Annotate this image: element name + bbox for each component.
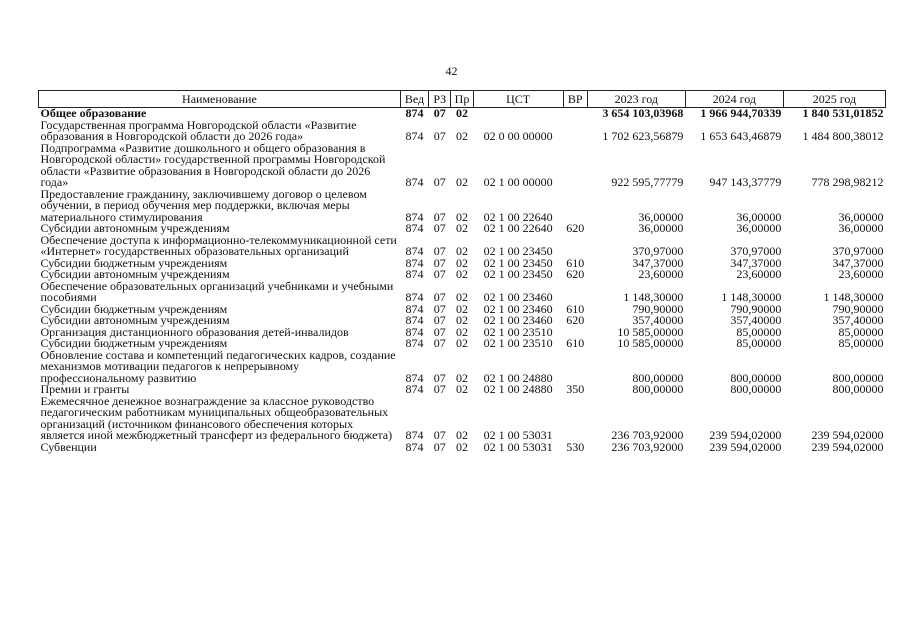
row-ved: 874 — [405, 428, 424, 442]
row-name: Субсидии автономным учреждениям — [40, 267, 230, 281]
header-2025: 2025 год — [783, 91, 885, 108]
row-ved: 874 — [405, 209, 424, 224]
row-vr — [563, 120, 587, 143]
row-vr — [563, 108, 587, 120]
row-vr — [563, 350, 587, 385]
row-2023: 10 585,00000 — [617, 324, 684, 339]
row-pr: 02 — [455, 209, 468, 224]
row-2024: 239 594,02000 — [709, 439, 782, 454]
row-cst — [473, 108, 563, 120]
row-ved: 874 — [405, 175, 424, 189]
row-cst: 02 0 00 00000 — [483, 129, 553, 143]
row-name: Подпрограмма «Развитие дошкольного и общего образования в Новгородской области» государственной программы Новгородской области «Развитие образования в Новгородской области до 2026 года» — [40, 140, 386, 189]
row-2024: 36,00000 — [736, 209, 782, 224]
row-2025: 1 840 531,01852 — [802, 106, 884, 120]
row-2025: 239 594,02000 — [811, 428, 884, 442]
header-cst: ЦСТ — [473, 91, 563, 108]
row-2024: 1 653 643,46879 — [700, 129, 782, 143]
row-2023: 357,40000 — [632, 313, 684, 327]
row-2023: 36,00000 — [638, 221, 684, 235]
table-row — [39, 120, 886, 143]
row-2025: 36,00000 — [838, 209, 884, 224]
row-rz: 07 — [433, 175, 446, 189]
header-vr: ВР — [563, 91, 587, 108]
row-ved: 874 — [405, 255, 424, 270]
row-2025: 36,00000 — [838, 221, 884, 235]
row-2023: 790,90000 — [632, 301, 684, 316]
row-name: Субсидии бюджетным учреждениям — [40, 336, 228, 350]
row-pr: 02 — [455, 324, 468, 339]
row-name: Обеспечение доступа к информационно-телекоммуникационной сети «Интернет» государственных образовательных организаций — [40, 232, 397, 258]
row-pr: 02 — [455, 221, 468, 235]
row-rz: 07 — [433, 382, 446, 396]
row-vr — [563, 281, 587, 304]
row-name: Субсидии бюджетным учреждениям — [40, 255, 228, 270]
row-2024: 23,60000 — [736, 267, 782, 281]
row-name: Обеспечение образовательных организаций учебниками и учебными пособиями — [40, 278, 394, 304]
page-number: 42 — [445, 64, 458, 78]
row-name: Премии и гранты — [40, 382, 130, 396]
row-name: Государственная программа Новгородской области «Развитие образования в Новгородской области до 2026 года» — [40, 117, 357, 143]
row-cst: 02 1 00 23510 — [483, 336, 553, 350]
row-cst: 02 1 00 23450 — [483, 255, 553, 270]
row-rz: 07 — [433, 336, 446, 350]
row-2023: 370,97000 — [632, 244, 684, 258]
row-pr: 02 — [455, 370, 468, 385]
row-cst: 02 1 00 23460 — [483, 290, 553, 304]
row-rz: 07 — [433, 313, 446, 327]
row-2023: 36,00000 — [638, 209, 684, 224]
row-2024: 1 966 944,70339 — [700, 106, 782, 120]
row-rz: 07 — [433, 129, 446, 143]
row-2024: 947 143,37779 — [709, 175, 782, 189]
row-pr: 02 — [455, 106, 468, 120]
table-row — [39, 143, 886, 189]
header-rz: РЗ — [429, 91, 451, 108]
row-vr — [563, 143, 587, 189]
row-ved: 874 — [405, 313, 424, 327]
row-cst: 02 1 00 53031 — [483, 428, 553, 442]
row-rz: 07 — [433, 255, 446, 270]
row-2024: 85,00000 — [736, 324, 782, 339]
row-ved: 874 — [405, 106, 424, 120]
row-rz: 07 — [433, 221, 446, 235]
row-ved: 874 — [405, 129, 424, 143]
row-2025: 370,97000 — [832, 244, 884, 258]
row-rz: 07 — [433, 324, 446, 339]
row-rz: 07 — [433, 267, 446, 281]
row-2023: 347,37000 — [632, 255, 684, 270]
header-2024: 2024 год — [685, 91, 783, 108]
row-cst: 02 1 00 24880 — [483, 382, 553, 396]
row-2025: 85,00000 — [838, 336, 884, 350]
row-2023: 236 703,92000 — [611, 439, 684, 454]
header-ved: Вед — [400, 91, 428, 108]
budget-table — [38, 90, 886, 453]
row-vr: 620 — [566, 313, 585, 327]
row-name: Предоставление гражданину, заключившему договор о целевом обучении, в период обучения мер поддержки, включая меры материального стимулирования — [40, 186, 367, 224]
row-2025: 800,00000 — [832, 370, 884, 385]
row-cst: 02 1 00 23510 — [483, 324, 553, 339]
row-vr: 610 — [566, 301, 585, 316]
row-pr: 02 — [455, 313, 468, 327]
row-name: Ежемесячное денежное вознаграждение за классное руководство педагогическим работникам муниципальных общеобразовательных организаций (источником финансового обеспечения которых является иной межбюджетный трансферт из федерального бюджета) — [40, 393, 393, 442]
row-pr: 02 — [455, 175, 468, 189]
row-pr: 02 — [455, 428, 468, 442]
row-cst: 02 1 00 22640 — [483, 221, 553, 235]
row-2023: 23,60000 — [638, 267, 684, 281]
table-row — [39, 235, 886, 258]
row-2025: 800,00000 — [832, 382, 884, 396]
row-rz: 07 — [433, 370, 446, 385]
table-body — [39, 108, 886, 454]
table-row — [39, 350, 886, 385]
row-name: Субвенции — [40, 439, 97, 454]
row-name: Субсидии автономным учреждениям — [40, 313, 230, 327]
table-row — [39, 281, 886, 304]
row-cst: 02 1 00 23460 — [483, 313, 553, 327]
row-2024: 800,00000 — [730, 382, 782, 396]
row-name: Субсидии бюджетным учреждениям — [40, 301, 228, 316]
table-row — [39, 442, 886, 454]
row-cst: 02 1 00 53031 — [483, 439, 553, 454]
row-cst: 02 1 00 22640 — [483, 209, 553, 224]
row-2025: 1 148,30000 — [823, 290, 884, 304]
header-2023: 2023 год — [587, 91, 685, 108]
row-pr: 02 — [455, 267, 468, 281]
row-2025: 347,37000 — [832, 255, 884, 270]
row-ved: 874 — [405, 370, 424, 385]
row-ved: 874 — [405, 221, 424, 235]
row-2024: 36,00000 — [736, 221, 782, 235]
row-2024: 1 148,30000 — [721, 290, 782, 304]
row-2024: 370,97000 — [730, 244, 782, 258]
row-pr: 02 — [455, 439, 468, 454]
row-2023: 1 148,30000 — [623, 290, 684, 304]
row-2023: 236 703,92000 — [611, 428, 684, 442]
row-2025: 790,90000 — [832, 301, 884, 316]
row-rz: 07 — [433, 244, 446, 258]
row-vr: 620 — [566, 221, 585, 235]
row-2025: 85,00000 — [838, 324, 884, 339]
row-2024: 85,00000 — [736, 336, 782, 350]
row-rz: 07 — [433, 209, 446, 224]
row-2025: 357,40000 — [832, 313, 884, 327]
row-vr — [563, 396, 587, 442]
table-row — [39, 189, 886, 224]
row-2023: 800,00000 — [632, 370, 684, 385]
row-rz: 07 — [433, 428, 446, 442]
table-row — [39, 396, 886, 442]
row-2024: 357,40000 — [730, 313, 782, 327]
row-2023: 800,00000 — [632, 382, 684, 396]
row-ved: 874 — [405, 336, 424, 350]
row-2023: 1 702 623,56879 — [602, 129, 684, 143]
row-name: Общее образование — [40, 106, 147, 120]
row-pr: 02 — [455, 255, 468, 270]
row-name: Организация дистанционного образования детей-инвалидов — [40, 324, 349, 339]
header-name: Наименование — [39, 91, 401, 108]
row-pr: 02 — [455, 301, 468, 316]
row-2023: 3 654 103,03968 — [602, 106, 684, 120]
row-vr: 350 — [566, 382, 585, 396]
row-pr: 02 — [455, 244, 468, 258]
row-pr: 02 — [455, 290, 468, 304]
row-name: Обновление состава и компетенций педагогических кадров, создание механизмов мотивации педагогов к непрерывному профессиональному развитию — [40, 347, 396, 385]
row-vr: 610 — [566, 336, 585, 350]
row-cst: 02 1 00 23450 — [483, 267, 553, 281]
row-2024: 239 594,02000 — [709, 428, 782, 442]
row-2024: 800,00000 — [730, 370, 782, 385]
row-vr: 620 — [566, 267, 585, 281]
row-2024: 790,90000 — [730, 301, 782, 316]
row-pr: 02 — [455, 382, 468, 396]
row-2025: 239 594,02000 — [811, 439, 884, 454]
row-pr: 02 — [455, 129, 468, 143]
row-vr: 610 — [566, 255, 585, 270]
row-2025: 778 298,98212 — [811, 175, 884, 189]
row-ved: 874 — [405, 439, 424, 454]
row-cst: 02 1 00 23450 — [483, 244, 553, 258]
row-rz: 07 — [433, 301, 446, 316]
row-rz: 07 — [433, 439, 446, 454]
row-cst: 02 1 00 24880 — [483, 370, 553, 385]
row-2023: 922 595,77779 — [611, 175, 684, 189]
row-ved: 874 — [405, 290, 424, 304]
row-rz: 07 — [433, 290, 446, 304]
row-ved: 874 — [405, 382, 424, 396]
row-2025: 1 484 800,38012 — [802, 129, 884, 143]
row-ved: 874 — [405, 301, 424, 316]
row-ved: 874 — [405, 324, 424, 339]
row-vr — [563, 189, 587, 224]
row-2023: 10 585,00000 — [617, 336, 684, 350]
row-name: Субсидии автономным учреждениям — [40, 221, 230, 235]
row-pr: 02 — [455, 336, 468, 350]
row-ved: 874 — [405, 267, 424, 281]
row-vr: 530 — [566, 439, 585, 454]
row-2025: 23,60000 — [838, 267, 884, 281]
header-pr: Пр — [451, 91, 473, 108]
table-header-row — [39, 91, 886, 108]
row-vr — [563, 235, 587, 258]
row-2024: 347,37000 — [730, 255, 782, 270]
row-cst: 02 1 00 23460 — [483, 301, 553, 316]
row-ved: 874 — [405, 244, 424, 258]
row-rz: 07 — [433, 106, 446, 120]
row-cst: 02 1 00 00000 — [483, 175, 553, 189]
